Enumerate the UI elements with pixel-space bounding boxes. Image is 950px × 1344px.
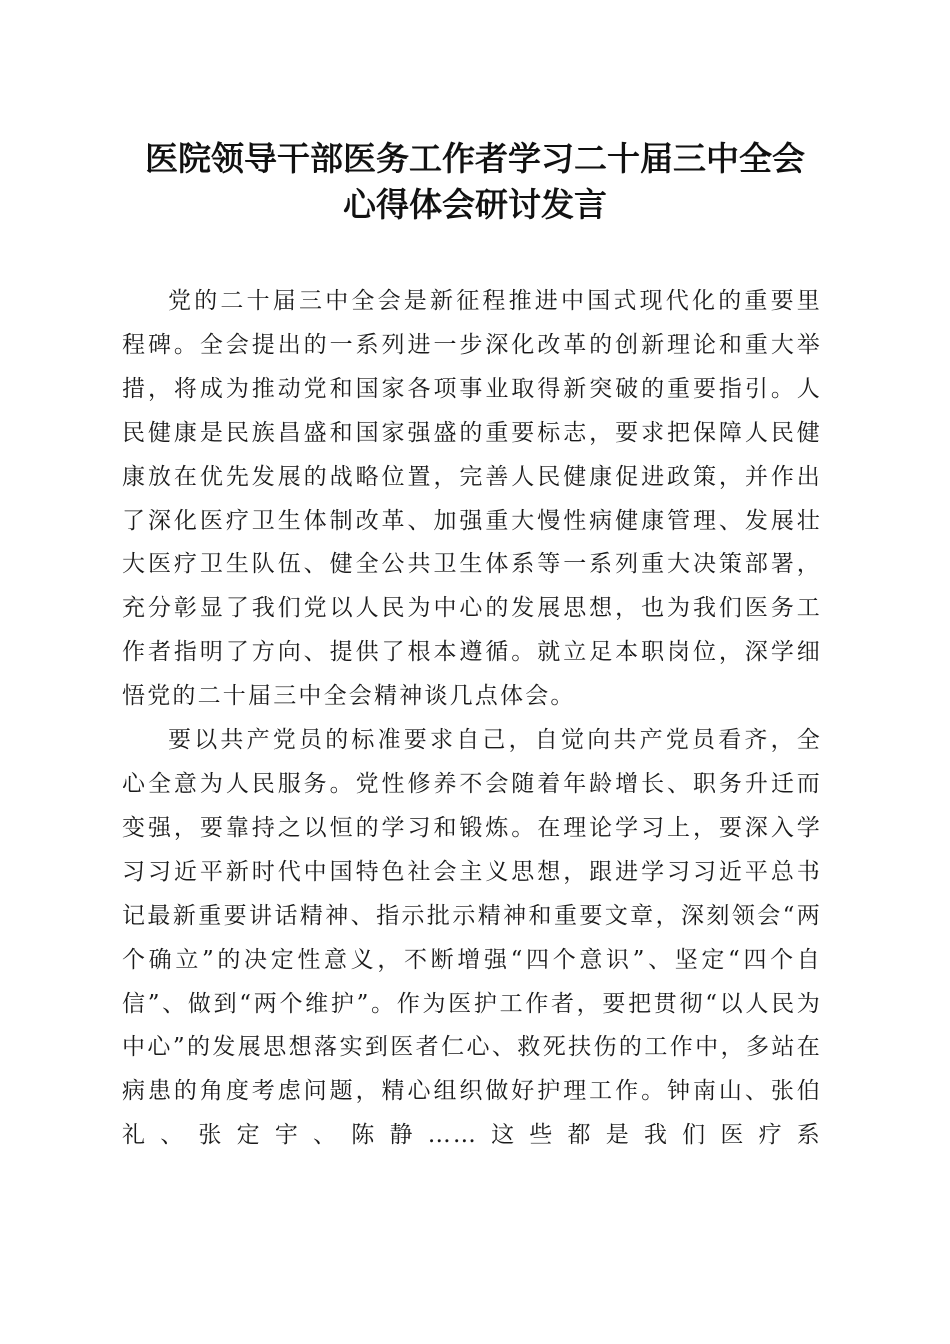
paragraph-2: 要以共产党员的标准要求自己，自觉向共产党员看齐，全心全意为人民服务。党性修养不会随着年龄增长、职务升迁而变强，要靠持之以恒的学习和锻炼。在理论学习上，要深入学习习近平新时代中国特色社会主义思想，跟进学习习近平总书记最新重要讲话精神、指示批示精神和重要文章，深刻领会“两个确立”的决定性意义，不断增强“四个意识”、坚定“四个自信”、做到“两个维护”。作为医护工作者，要把贯彻“以人民为中心”的发展思想落实到医者仁心、救死扶伤的工作中，多站在病患的角度考虑问题，精心组织做好护理工作。钟南山、张伯礼、张定宇、陈静……这些都是我们医疗系 (122, 727, 822, 1149)
document-title (100, 136, 850, 228)
paragraph-1: 党的二十届三中全会是新征程推进中国式现代化的重要里程碑。全会提出的一系列进一步深化改革的创新理论和重大举措，将成为推动党和国家各项事业取得新突破的重要指引。人民健康是民族昌盛和国家强盛的重要标志，要求把保障人民健康放在优先发展的战略位置，完善人民健康促进政策，并作出了深化医疗卫生体制改革、加强重大慢性病健康管理、发展壮大医疗卫生队伍、健全公共卫生体系等一系列重大决策部署，充分彰显了我们党以人民为中心的发展思想，也为我们医务工作者指明了方向、提供了根本遵循。就立足本职岗位，深学细悟党的二十届三中全会精神谈几点体会。 (122, 288, 822, 710)
title-line-2: 心得体会研讨发言 (343, 185, 607, 224)
title-line-1: 医院领导干部医务工作者学习二十届三中全会 (145, 139, 805, 178)
document-body (122, 280, 822, 1158)
